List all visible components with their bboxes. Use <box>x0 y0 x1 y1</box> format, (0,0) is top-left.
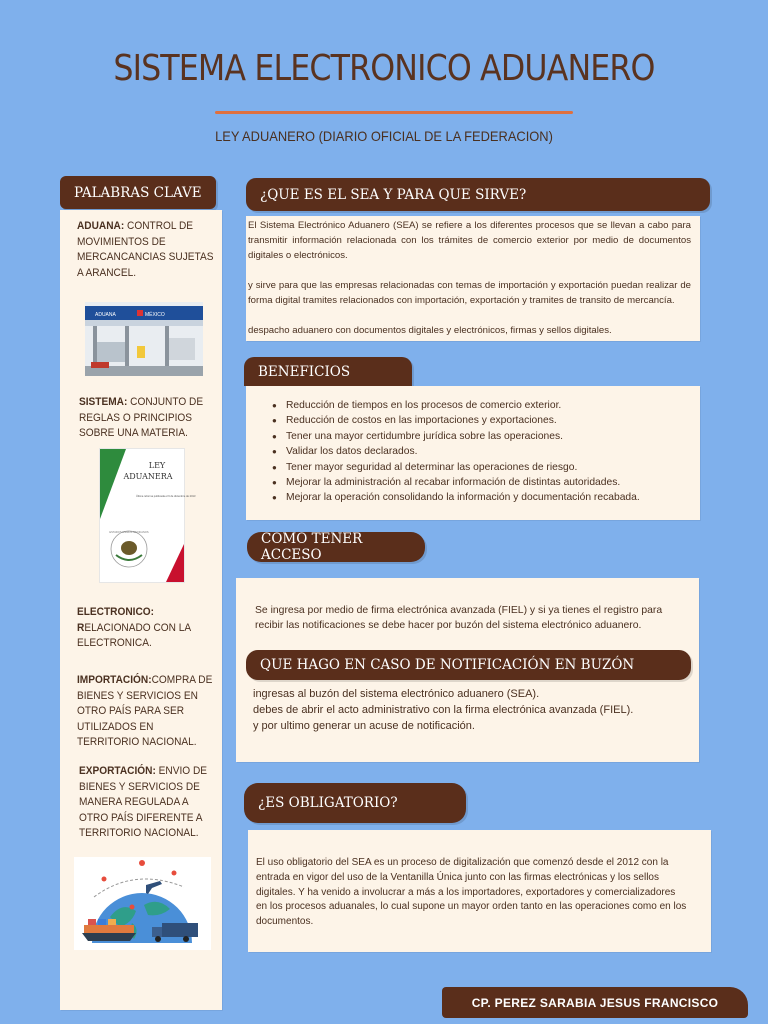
logistics-illustration <box>74 857 211 950</box>
keyword-term: ADUANA: <box>77 220 125 232</box>
list-item: ● Validar los datos declarados. <box>272 444 692 459</box>
customs-sign-text-2: MÉXICO <box>145 312 165 318</box>
keyword-definition-initial: R <box>77 621 85 634</box>
author-name: CP. PEREZ SARABIA JESUS FRANCISCO <box>471 995 719 1010</box>
author-badge <box>442 987 748 1018</box>
list-item: ● Mejorar la administración al recabar información de distintas autoridades. <box>272 475 692 490</box>
paragraph: despacho aduanero con documentos digitales y electrónicos, firmas y sellos digitales. <box>248 325 612 336</box>
keywords-heading-label: PALABRAS CLAVE <box>74 184 202 201</box>
book-title-line-1: LEY <box>148 461 166 470</box>
acceso-text: Se ingresa por medio de firma electrónica avanzada (FIEL) y si ya tienes el registro para recibir las notificaciones se debe hacer por buzón del sistema electrónico aduanero. <box>255 605 663 631</box>
keyword-term: EXPORTACIÓN: <box>79 765 156 777</box>
list-item: ● Reducción de tiempos en los procesos de comercio exterior. <box>272 398 692 413</box>
list-item: ● Reducción de costos en las importaciones y exportaciones. <box>272 413 692 428</box>
keyword-definition: ENVIO DE BIENES Y SERVICIOS DE MANERA REGULADA A OTRO PAÍS DIFERENTE A TERRITORIO NACIONAL. <box>79 765 208 839</box>
que-es-sea-text <box>248 218 691 353</box>
customs-sign-text: ADUANA <box>95 312 116 318</box>
beneficios-heading-label: BENEFICIOS <box>258 363 351 380</box>
customs-photo <box>85 302 203 376</box>
page-title: SISTEMA ELECTRONICO ADUANERO <box>113 48 655 89</box>
keyword-term: IMPORTACIÓN: <box>77 674 152 686</box>
obligatorio-heading-label: ¿ES OBLIGATORIO? <box>258 795 398 811</box>
keyword-importacion <box>77 673 215 751</box>
acceso-heading <box>247 532 425 562</box>
keyword-aduana <box>77 219 215 281</box>
que-es-sea-heading-label: ¿QUE ES EL SEA Y PARA QUE SIRVE? <box>260 186 527 203</box>
keyword-sistema <box>79 395 217 442</box>
que-es-sea-heading <box>246 178 710 211</box>
paragraph: y sirve para que las empresas relacionadas con temas de importación y exportación puedan realizar de forma digital tramites relacionados con importación, exportación y tramites de transito de mercancía. <box>248 280 691 306</box>
keywords-heading <box>60 176 216 209</box>
keyword-term: ELECTRONICO: <box>77 606 155 618</box>
paragraph: El Sistema Electrónico Aduanero (SEA) se refiere a los diferentes procesos que se llevan a cabo para transmitir información relacionada con los trámites de comercio exterior por medio de documentos digitales o electrónicos. <box>248 220 691 261</box>
keyword-definition: CONJUNTO DE REGLAS O PRINCIPIOS SOBRE UNA MATERIA. <box>79 396 204 439</box>
book-title-line-2: ADUANERA <box>123 472 173 481</box>
book-small-text: Última reforma publicada el 9 de diciembre de 2013 <box>136 495 196 498</box>
keyword-electronico <box>77 605 215 652</box>
keyword-definition: CONTROL DE MOVIMIENTOS DE MERCANCANCIAS SUJETAS A ARANCEL. <box>77 220 214 279</box>
keyword-term: SISTEMA: <box>79 396 128 408</box>
beneficios-heading <box>244 357 412 386</box>
title-underline <box>215 111 573 114</box>
book-seal-text: ESTADOS UNIDOS MEXICANOS <box>109 531 149 534</box>
ley-aduanera-book-cover <box>100 449 196 582</box>
obligatorio-heading <box>244 783 466 823</box>
step-line: debes de abrir el acto administrativo con la firma electrónica avanzada (FIEL). <box>253 704 634 716</box>
list-item: ● Tener una mayor certidumbre jurídica sobre las operaciones. <box>272 429 692 444</box>
acceso-heading-label: COMO TENER ACCESO <box>261 531 363 563</box>
beneficios-list <box>272 398 692 506</box>
keyword-exportacion <box>79 764 217 842</box>
list-item: ● Tener mayor seguridad al determinar las operaciones de riesgo. <box>272 460 692 475</box>
notificacion-heading-label: QUE HAGO EN CASO DE NOTIFICACIÓN EN BUZÓN <box>260 657 635 673</box>
notificacion-heading <box>246 650 691 680</box>
obligatorio-text: El uso obligatorio del SEA es un proceso de digitalización que comenzó desde el 2012 con la entrada en vigor del uso de la Ventanilla Única junto con las firmas electrónicas y los sellos digitales. Y ha venido a involucrar a más a los importadores, exportadores y comercializadores en los procesos aduanales, lo cual supone un mayor orden tanto en las operaciones como en los documentos. <box>256 857 687 928</box>
step-line: y por ultimo generar un acuse de notificación. <box>253 720 475 732</box>
notificacion-steps <box>253 686 683 734</box>
step-line: ingresas al buzón del sistema electrónico aduanero (SEA). <box>253 688 540 700</box>
page-subtitle: LEY ADUANERO (DIARIO OFICIAL DE LA FEDERACION) <box>215 128 553 144</box>
keyword-definition: COMPRA DE BIENES Y SERVICIOS EN OTRO PAÍS PARA SER UTILIZADOS EN TERRITORIO NACIONAL. <box>77 674 213 748</box>
list-item: ● Mejorar la operación consolidando la información y documentación recabada. <box>272 490 692 505</box>
keyword-definition: ELACIONADO CON LA ELECTRONICA. <box>77 621 191 649</box>
